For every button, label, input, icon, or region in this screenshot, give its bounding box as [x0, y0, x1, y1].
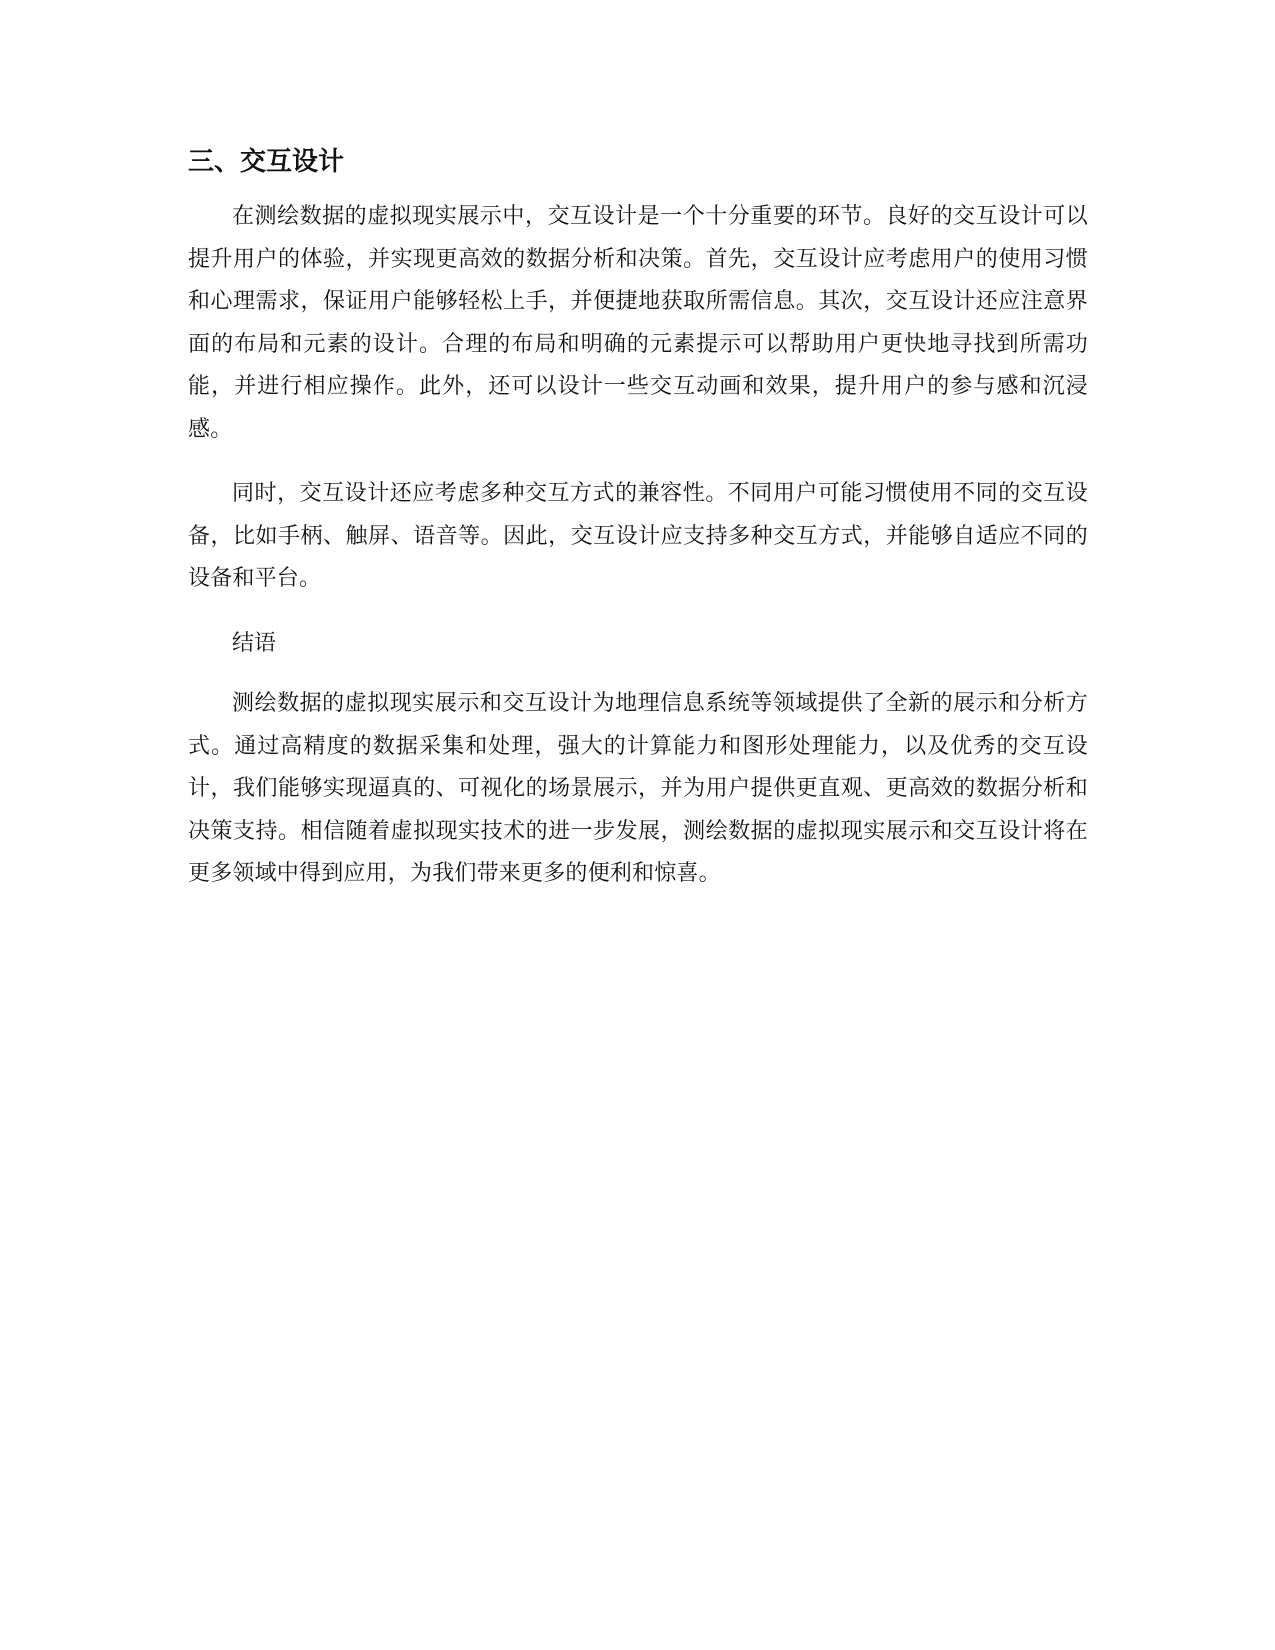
paragraph-compatibility: 同时，交互设计还应考虑多种交互方式的兼容性。不同用户可能习惯使用不同的交互设备，比如手柄、触屏、语音等。因此，交互设计应支持多种交互方式，并能够自适应不同的设备和平台。	[188, 481, 1088, 591]
paragraph-conclusion: 测绘数据的虚拟现实展示和交互设计为地理信息系统等领域提供了全新的展示和分析方式。通过高精度的数据采集和处理，强大的计算能力和图形处理能力，以及优秀的交互设计，我们能够实现逼真的、可视化的场景展示，并为用户提供更直观、更高效的数据分析和决策支持。相信随着虚拟现实技术的进一步发展，测绘数据的虚拟现实展示和交互设计将在更多领域中得到应用，为我们带来更多的便利和惊喜。	[188, 691, 1088, 886]
section-heading: 三、交互设计	[188, 147, 345, 177]
document-body	[188, 146, 1088, 918]
conclusion-heading: 结语	[232, 630, 277, 656]
paragraph-interaction-design: 在测绘数据的虚拟现实展示中，交互设计是一个十分重要的环节。良好的交互设计可以提升用户的体验，并实现更高效的数据分析和决策。首先，交互设计应考虑用户的使用习惯和心理需求，保证用户能够轻松上手，并便捷地获取所需信息。其次，交互设计还应注意界面的布局和元素的设计。合理的布局和明确的元素提示可以帮助用户更快地寻找到所需功能，并进行相应操作。此外，还可以设计一些交互动画和效果，提升用户的参与感和沉浸感。	[188, 204, 1088, 442]
